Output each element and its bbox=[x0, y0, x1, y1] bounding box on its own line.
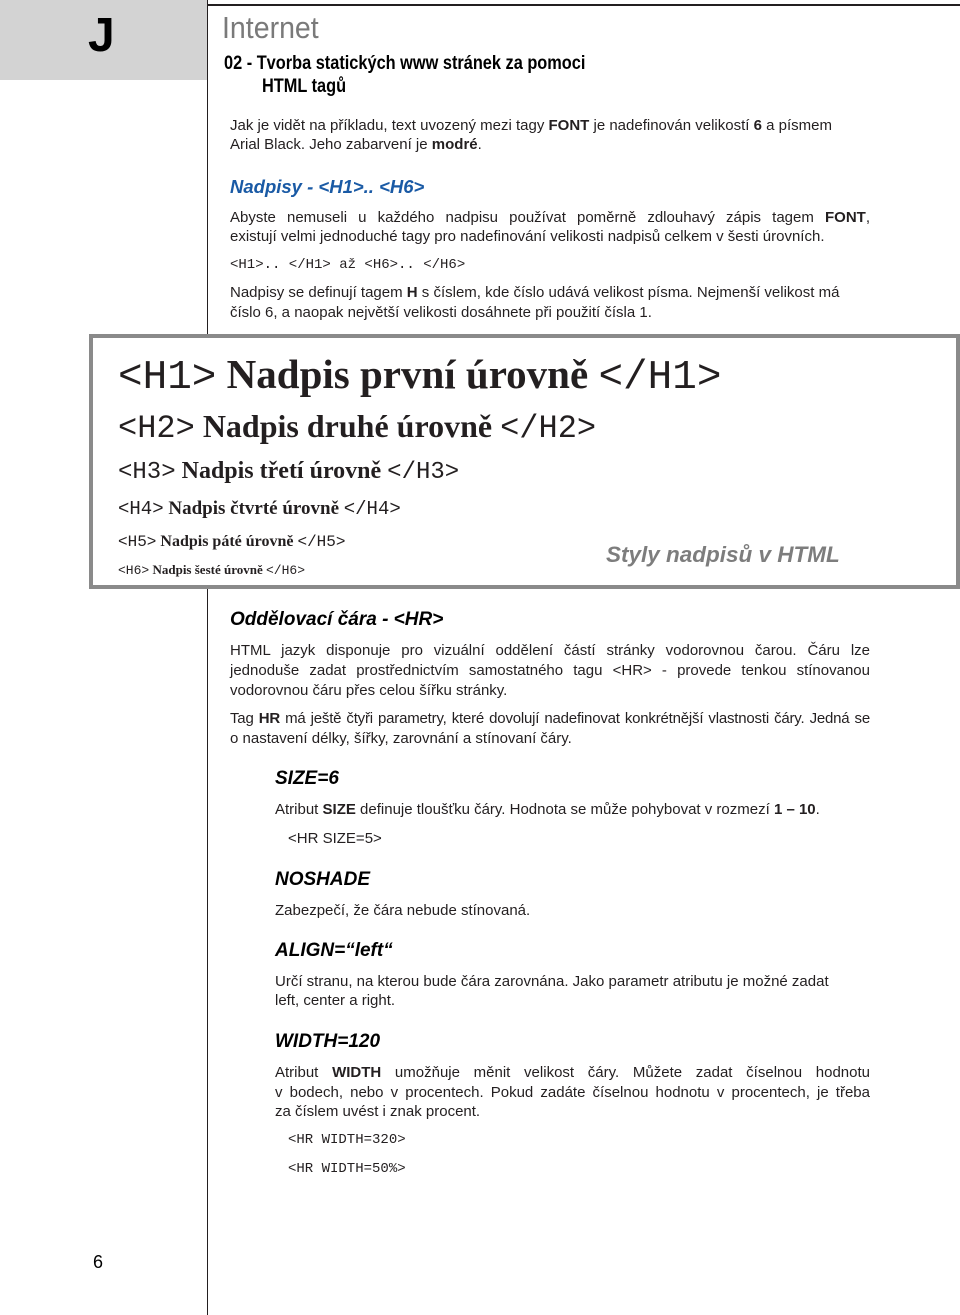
hr-heading: Oddělovací čára - <HR> bbox=[230, 609, 444, 630]
align-line1: Určí stranu, na kterou bude čára zarovnána. Jako parametr atributu je možné zadat bbox=[275, 973, 829, 990]
align-heading: ALIGN=“left“ bbox=[275, 940, 393, 961]
hr-p2-line2: o nastavení délky, šířky, zarovnání a stínovaní čáry. bbox=[230, 730, 572, 747]
top-rule bbox=[207, 4, 960, 6]
heading-styles-figure bbox=[89, 334, 960, 589]
nadpisy-heading: Nadpisy - <H1>.. <H6> bbox=[230, 176, 425, 197]
demo-h5: <H5> Nadpis páté úrovně </H5> bbox=[118, 533, 346, 551]
margin-rule bbox=[207, 0, 208, 1315]
demo-h3: <H3> Nadpis třetí úrovně </H3> bbox=[118, 458, 460, 486]
noshade-heading: NOSHADE bbox=[275, 869, 371, 890]
hr-p1-line1: HTML jazyk disponuje pro vizuální oddělení částí stránky vodorovnou čarou. Čáru lze bbox=[230, 642, 870, 659]
width-line2: v bodech, nebo v procentech. Pokud zadáte číselnou hodnotu v procentech, je třeba bbox=[275, 1084, 870, 1101]
demo-h4: <H4> Nadpis čtvrté úrovně </H4> bbox=[118, 498, 401, 520]
nadpisy-p1-line2: existují velmi jednoduché tagy pro nadefinování velikosti nadpisů celkem v šesti úrovních. bbox=[230, 228, 825, 245]
figure-caption: Styly nadpisů v HTML bbox=[606, 542, 840, 567]
section-subtitle-line2: HTML tagů bbox=[262, 76, 347, 97]
demo-h6: <H6> Nadpis šesté úrovně </H6> bbox=[118, 562, 306, 578]
width-code2: <HR WIDTH=50%> bbox=[288, 1161, 406, 1177]
chapter-title: Internet bbox=[222, 10, 319, 45]
section-subtitle-line1: 02 - Tvorba statických www stránek za pomoci bbox=[224, 53, 586, 74]
size-example: <HR SIZE=5> bbox=[288, 830, 382, 847]
demo-h1: <H1> Nadpis první úrovně </H1> bbox=[118, 351, 722, 401]
nadpisy-p1-line1: Abyste nemuseli u každého nadpisu používat poměrně zdlouhavý zápis tagem FONT, bbox=[230, 209, 870, 226]
nadpisy-code: <H1>.. </H1> až <H6>.. </H6> bbox=[230, 257, 466, 273]
size-line1: Atribut SIZE definuje tloušťku čáry. Hodnota se může pohybovat v rozmezí 1 – 10. bbox=[275, 801, 820, 818]
page-number: 6 bbox=[93, 1252, 104, 1272]
demo-h2: <H2> Nadpis druhé úrovně </H2> bbox=[118, 408, 597, 447]
width-code1: <HR WIDTH=320> bbox=[288, 1132, 406, 1148]
nadpisy-p2-line1: Nadpisy se definují tagem H s číslem, kde číslo udává velikost písma. Nejmenší velikost má bbox=[230, 284, 840, 301]
hr-p2-line1: Tag HR má ještě čtyři parametry, které dovolují nadefinovat konkrétnější vlastnosti čáry. Jedná se bbox=[230, 710, 870, 727]
hr-p1-line3: vodorovnou čáru přes celou šířku stránky. bbox=[230, 682, 508, 699]
intro-line1: Jak je vidět na příkladu, text uvozený mezi tagy FONT je nadefinován velikostí 6 a písmem bbox=[230, 117, 832, 134]
width-line3: za číslem uvést i znak procent. bbox=[275, 1103, 481, 1120]
hr-p1-line2: jednoduše zadat prostřednictvím samostatného tagu <HR> - provede tenkou stínovanou bbox=[230, 662, 870, 679]
nadpisy-p2-line2: číslo 6, a naopak největší velikosti dosáhnete při použití čísla 1. bbox=[230, 304, 652, 321]
width-line1: Atribut WIDTH umožňuje měnit velikost čáry. Můžete zadat číselnou hodnotu bbox=[275, 1064, 870, 1081]
align-line2: left, center a right. bbox=[275, 992, 396, 1009]
size-heading: SIZE=6 bbox=[275, 768, 339, 789]
width-heading: WIDTH=120 bbox=[275, 1031, 381, 1052]
chapter-letter: J bbox=[88, 9, 115, 62]
noshade-text: Zabezpečí, že čára nebude stínovaná. bbox=[275, 902, 531, 919]
intro-line2: Arial Black. Jeho zabarvení je modré. bbox=[230, 136, 482, 153]
